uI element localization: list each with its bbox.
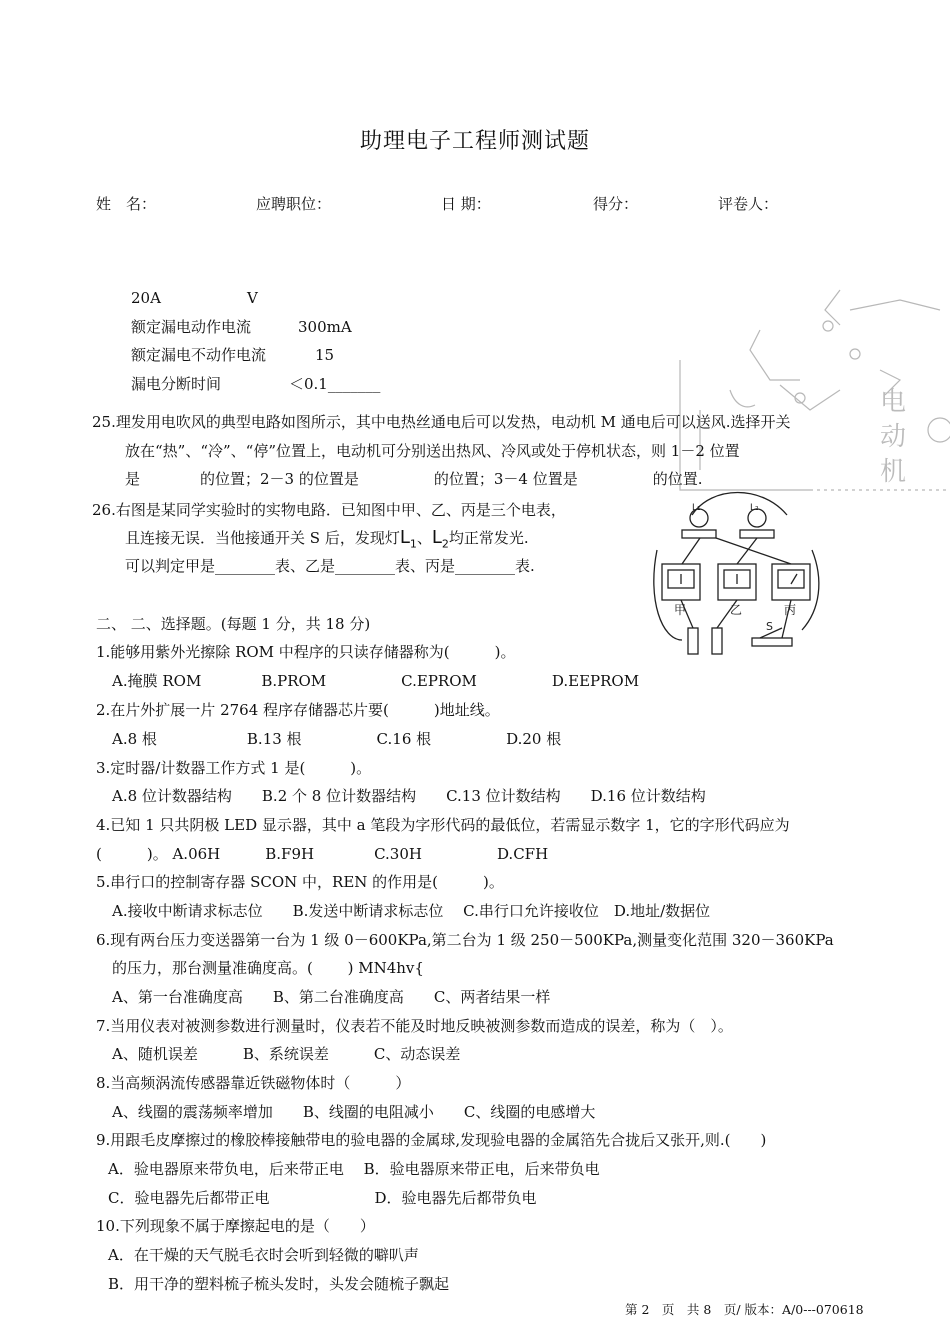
q9-options-b: C．验电器先后都带正电 D．验电器先后都带负电 — [108, 1189, 537, 1207]
q10-option-a: A．在干燥的天气脱毛衣时会听到轻微的噼叭声 — [108, 1246, 419, 1264]
q25-line-3: 是 的位置；2－3 的位置是 的位置；3－4 位置是 的位置. — [125, 470, 703, 488]
q26-line-1: 26.右图是某同学实验时的实物电路．已知图中甲、乙、丙是三个电表， — [92, 501, 566, 519]
q1-stem: 1.能够用紫外光擦除 ROM 中程序的只读存储器称为( )。 — [96, 643, 516, 661]
q2-stem: 2.在片外扩展一片 2764 程序存储器芯片要( )地址线。 — [96, 701, 500, 719]
q7-options: A、随机误差 B、系统误差 C、动态误差 — [112, 1045, 461, 1063]
q2-options: A.8 根 B.13 根 C.16 根 D.20 根 — [112, 730, 562, 748]
q9-stem: 9.用跟毛皮摩擦过的橡胶棒接触带电的验电器的金属球,发现验电器的金属箔先合拢后又张开,则.( ) — [96, 1131, 767, 1149]
q26-circuit-figure — [652, 490, 822, 662]
q3-stem: 3.定时器/计数器工作方式 1 是( )。 — [96, 759, 372, 777]
position-label: 应聘职位： — [256, 195, 332, 213]
spec-voltage: V — [247, 289, 258, 307]
section-2-heading: 二、 二、选择题。(每题 1 分，共 18 分) — [96, 615, 371, 633]
hairdryer-label-1: 电 — [880, 387, 907, 417]
q9-options-a: A．验电器原来带负电，后来带正电 B．验电器原来带正电，后来带负电 — [108, 1160, 600, 1178]
q26-line-2: 且连接无误．当他接通开关 S 后，发现灯$L_1$、$L_2$均正常发光. — [125, 527, 529, 551]
hairdryer-label-3: 机 — [880, 457, 907, 487]
page-title: 助理电子工程师测试题 — [359, 129, 590, 154]
spec-leak-trip-label: 额定漏电动作电流 — [131, 318, 252, 336]
spec-break-time-label: 漏电分断时间 — [131, 375, 222, 393]
grader-label: 评卷人： — [718, 195, 779, 213]
spec-leak-notrip-label: 额定漏电不动作电流 — [131, 346, 267, 364]
name-label: 姓 名： — [96, 195, 157, 213]
q4-options: ( )。 A.06H B.F9H C.30H D.CFH — [96, 845, 549, 863]
q6-stem-cont: 的压力，那台测量准确度高。( ) MN4hv{ — [112, 959, 424, 977]
q8-stem: 8.当高频涡流传感器靠近铁磁物体时（ ） — [96, 1074, 411, 1092]
q26-line-3: 可以判定甲是________表、乙是________表、丙是________表. — [125, 557, 535, 575]
spec-break-time-value: ＜0.1_______ — [289, 375, 381, 393]
hairdryer-label-2: 动 — [880, 422, 907, 452]
q5-stem: 5.串行口的控制寄存器 SCON 中，REN 的作用是( )。 — [96, 873, 504, 891]
spec-leak-notrip-value: 15 — [315, 346, 335, 364]
q6-options: A、第一台准确度高 B、第二台准确度高 C、两者结果一样 — [112, 988, 551, 1006]
circuit-meter-2-label: 乙 — [730, 603, 743, 617]
q8-options: A、线圈的震荡频率增加 B、线圈的电阻减小 C、线圈的电感增大 — [112, 1103, 596, 1121]
circuit-lamp-2-label: L₂ — [750, 503, 759, 513]
circuit-switch-label: S — [766, 620, 773, 633]
score-label: 得分： — [593, 195, 639, 213]
q3-options: A.8 位计数器结构 B.2 个 8 位计数器结构 C.13 位计数结构 D.16 位计数结构 — [112, 787, 706, 805]
circuit-lamp-1-label: L₁ — [692, 503, 701, 513]
q25-line-2: 放在“热”、“冷”、“停”位置上，电动机可分别送出热风、冷风或处于停机状态，则 1－2 位置 — [125, 442, 740, 460]
circuit-meter-3-label: 丙 — [784, 603, 797, 617]
q7-stem: 7.当用仪表对被测参数进行测量时，仪表若不能及时地反映被测参数而造成的误差，称为（ ）。 — [96, 1017, 733, 1035]
circuit-meter-1-label: 甲 — [674, 603, 687, 617]
spec-leak-trip-value: 300mA — [298, 318, 352, 336]
q25-line-1: 25.理发用电吹风的典型电路如图所示，其中电热丝通电后可以发热，电动机 M 通电后可以送风.选择开关 — [92, 413, 791, 431]
q10-stem: 10.下列现象不属于摩擦起电的是（ ） — [96, 1217, 375, 1235]
page-footer: 第 2 页 共 8 页/ 版本：A/0---070618 — [625, 1302, 864, 1317]
spec-current: 20A — [131, 289, 161, 307]
q1-options: A.掩膜 ROM B.PROM C.EPROM D.EEPROM — [112, 672, 640, 690]
q6-stem: 6.现有两台压力变送器第一台为 1 级 0－600KPa,第二台为 1 级 250－500KPa,测量变化范围 320－360KPa — [96, 931, 834, 949]
date-label: 日 期： — [441, 195, 491, 213]
q4-stem: 4.已知 1 只共阴极 LED 显示器，其中 a 笔段为字形代码的最低位，若需显示数字 1，它的字形代码应为 — [96, 816, 790, 834]
q10-option-b: B．用干净的塑料梳子梳头发时，头发会随梳子飘起 — [108, 1275, 450, 1293]
q5-options: A.接收中断请求标志位 B.发送中断请求标志位 C.串行口允许接收位 D.地址/数据位 — [112, 902, 711, 920]
